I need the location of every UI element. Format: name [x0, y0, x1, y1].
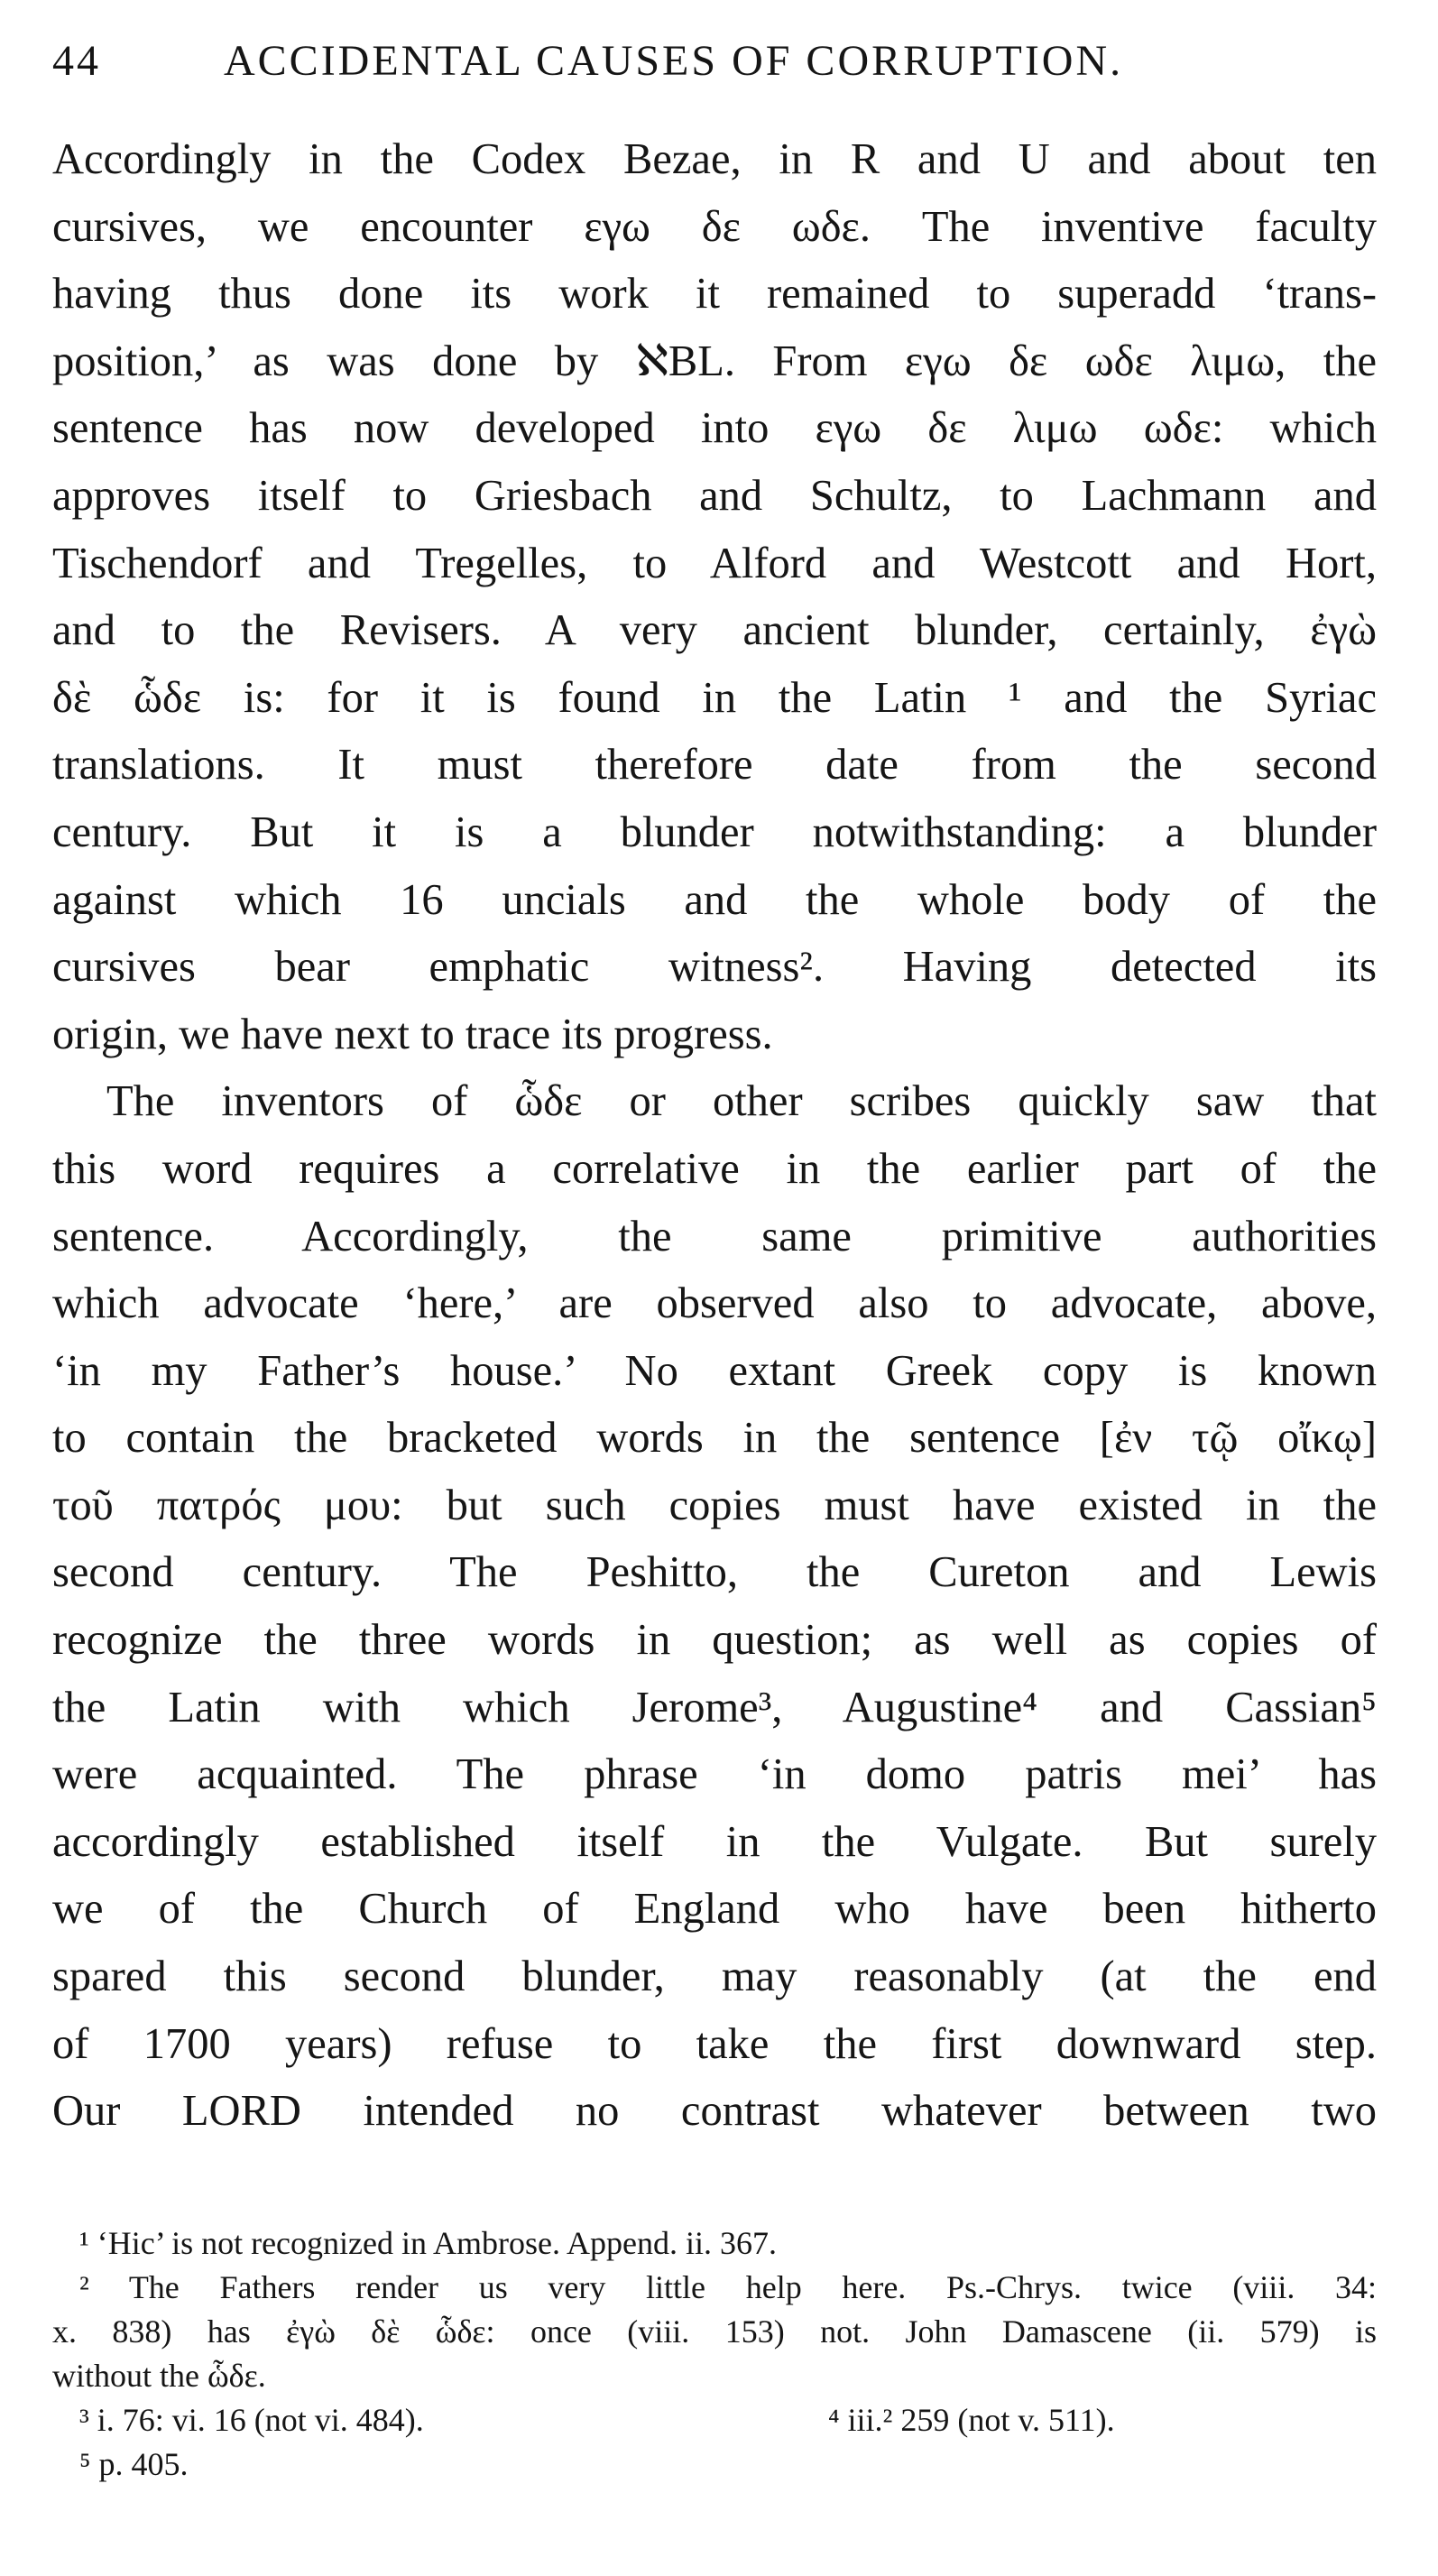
text-line: the Latin with which Jerome³, Augustine⁴ and Cassian⁵ [52, 1683, 1377, 1731]
text-line: Accordingly in the Codex Bezae, in R and U and about ten [52, 135, 1377, 183]
text-line: which advocate ‘here,’ are observed also to advocate, above, [52, 1279, 1377, 1328]
text-line: recognize the three words in question; as well as copies of [52, 1616, 1377, 1665]
text-line: translations. It must therefore date from the second [52, 741, 1377, 789]
text-line: and to the Revisers. A very ancient blunder, certainly, ἐγὼ [52, 606, 1377, 655]
text-line: cursives, we encounter εγω δε ωδε. The inventive faculty [52, 202, 1377, 251]
text-line: ‘in my Father’s house.’ No extant Greek copy is known [52, 1346, 1377, 1395]
text-line: of 1700 years) refuse to take the first downward step. [52, 2019, 1377, 2068]
text-line: having thus done its work it remained to superadd ‘trans- [52, 270, 1377, 319]
text-line: sentence has now developed into εγω δε λιμω ωδε: which [52, 404, 1377, 453]
text-line: this word requires a correlative in the earlier part of the [52, 1144, 1377, 1193]
footnote-2-line: x. 838) has ἐγὼ δὲ ὧδε: once (viii. 153) not. John Damascene (ii. 579) is [52, 2313, 1377, 2350]
text-line: τοῦ πατρός μου: but such copies must have existed in the [52, 1481, 1377, 1529]
text-line: sentence. Accordingly, the same primitive authorities [52, 1212, 1377, 1260]
text-line: The inventors of ὧδε or other scribes quickly saw that [106, 1077, 1377, 1126]
text-line: approves itself to Griesbach and Schultz, to Lachmann and [52, 471, 1377, 520]
text-line: position,’ as was done by ℵBL. From εγω δε ωδε λιμω, the [52, 337, 1377, 385]
footnotes [52, 2221, 1377, 2487]
footnote-1: ¹ ‘Hic’ is not recognized in Ambrose. Append. ii. 367. [79, 2225, 777, 2261]
footnote-2-line: without the ὧδε. [52, 2358, 266, 2394]
text-line: we of the Church of England who have been hitherto [52, 1885, 1377, 1934]
footnote-5: ⁵ p. 405. [79, 2446, 189, 2482]
text-line: second century. The Peshitto, the Cureton and Lewis [52, 1548, 1377, 1597]
footnote-row [52, 2398, 1377, 2442]
footnote-3: ³ i. 76: vi. 16 (not vi. 484). [79, 2402, 424, 2438]
text-line: Our LORD intended no contrast whatever between two [52, 2087, 1377, 2136]
text-line: century. But it is a blunder notwithstanding: a blunder [52, 808, 1377, 856]
text-line: spared this second blunder, may reasonably (at the end [52, 1953, 1377, 2001]
text-line: origin, we have next to trace its progress. [52, 1010, 773, 1058]
footnote-2-line: ² The Fathers render us very little help here. Ps.-Chrys. twice (viii. 34: [79, 2269, 1377, 2305]
text-line: δὲ ὧδε is: for it is found in the Latin ¹ and the Syriac [52, 673, 1377, 722]
main-text [52, 126, 1377, 2146]
text-line: were acquainted. The phrase ‘in domo patris mei’ has [52, 1750, 1377, 1799]
running-header [52, 36, 1387, 99]
page-number: 44 [52, 37, 101, 85]
text-line: accordingly established itself in the Vulgate. But surely [52, 1817, 1377, 1866]
text-line: against which 16 uncials and the whole body of the [52, 875, 1377, 924]
running-title: ACCIDENTAL CAUSES OF CORRUPTION. [224, 37, 1124, 85]
footnote-4: ⁴ iii.² 259 (not v. 511). [828, 2402, 1115, 2438]
text-line: cursives bear emphatic witness². Having detected its [52, 943, 1377, 992]
text-line: Tischendorf and Tregelles, to Alford and Westcott and Hort, [52, 539, 1377, 587]
text-line: to contain the bracketed words in the sentence [ἐν τῷ οἴκῳ] [52, 1414, 1377, 1463]
